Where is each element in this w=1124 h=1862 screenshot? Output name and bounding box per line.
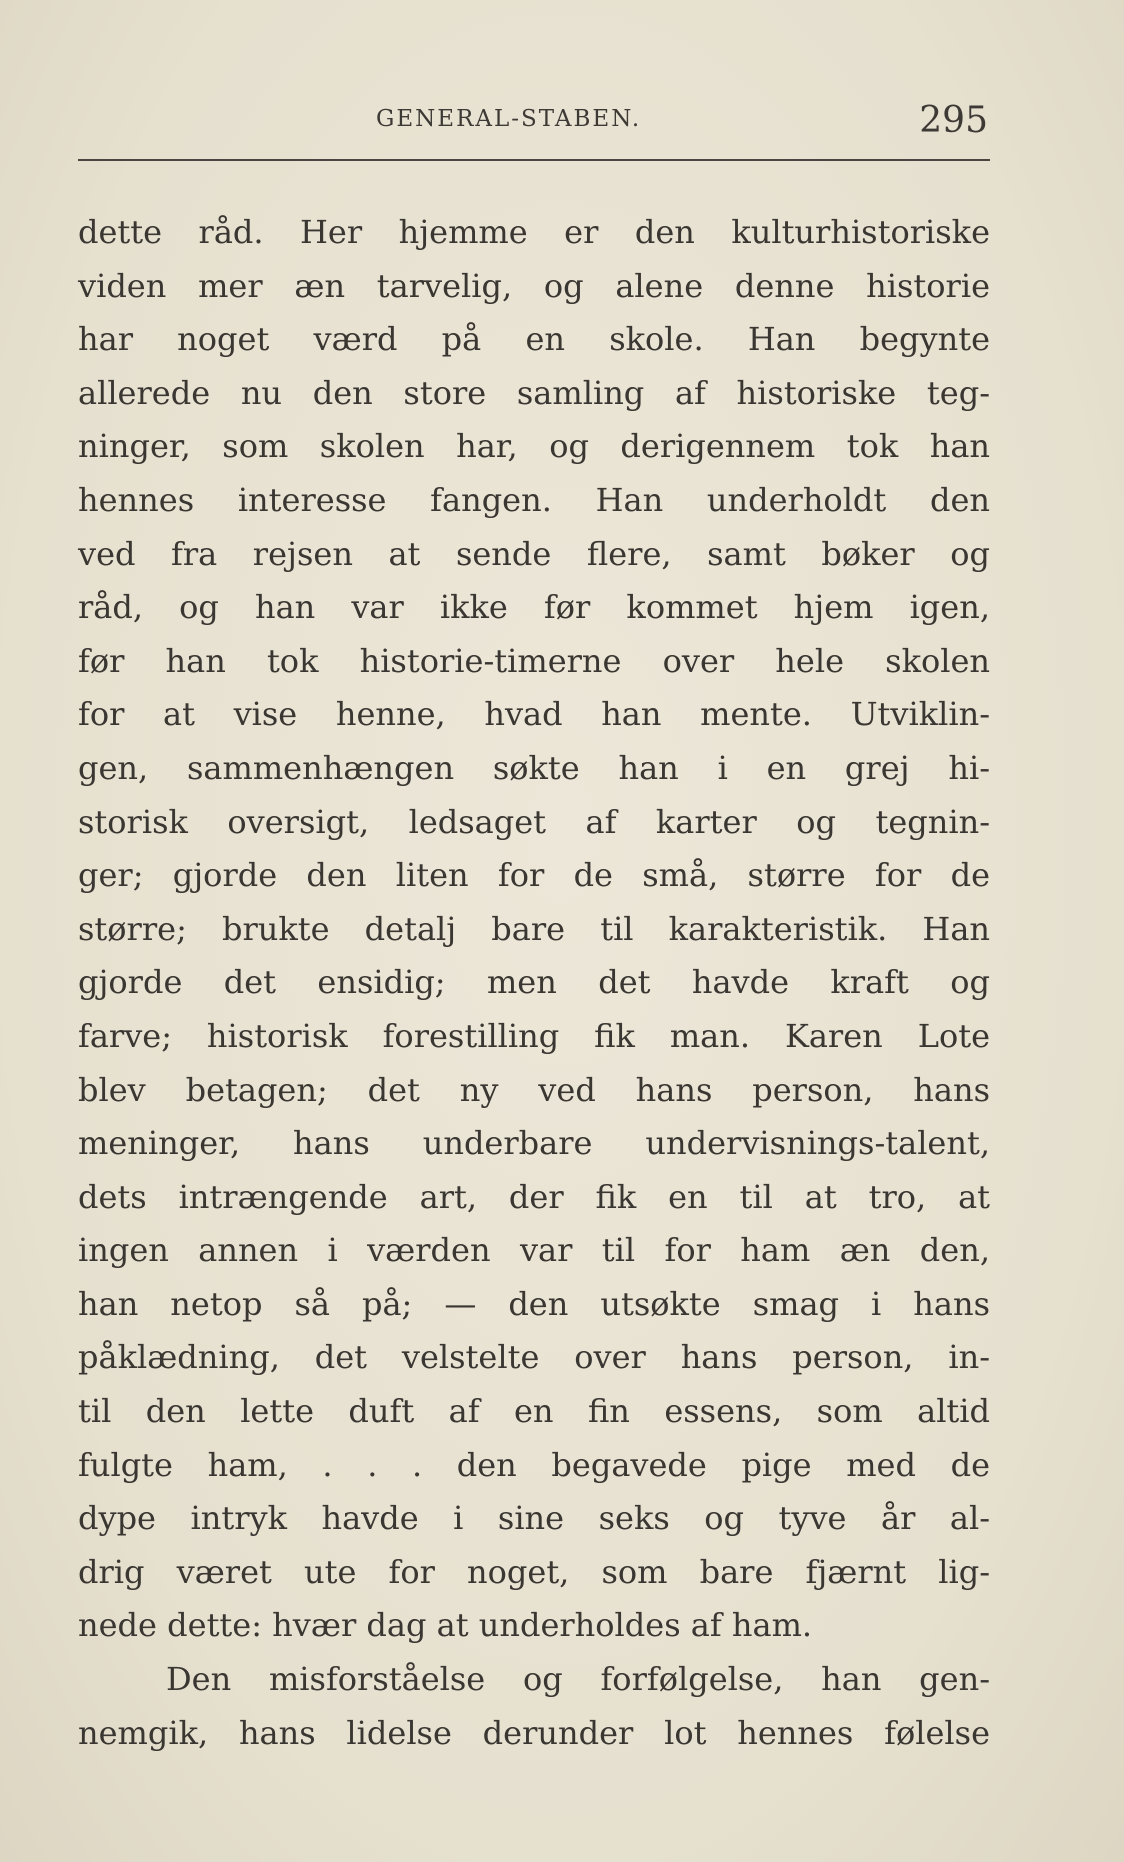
text-line: meninger, hans underbare undervisnings-talent, <box>78 1124 990 1163</box>
text-line: dette råd. Her hjemme er den kulturhistoriske <box>78 213 990 251</box>
text-line: nemgik, hans lidelse derunder lot hennes følelse <box>78 1713 990 1752</box>
text-line: storisk oversigt, ledsaget af karter og tegnin- <box>78 802 990 841</box>
text-line: til den lette duft af en fin essens, som altid <box>78 1392 990 1431</box>
text-line: dype intryk havde i sine seks og tyve år al- <box>78 1499 990 1538</box>
page-number: 295 <box>919 100 988 141</box>
text-line: dets intrængende art, der fik en til at tro, at <box>78 1177 990 1216</box>
text-line: før han tok historie-timerne over hele skolen <box>78 641 990 680</box>
header-rule <box>78 159 990 161</box>
text-line: nede dette: hvær dag at underholdes af ham. <box>78 1606 813 1645</box>
body-text <box>78 206 990 1760</box>
running-head <box>78 100 990 154</box>
text-line: drig været ute for noget, som bare fjærnt lig- <box>78 1552 990 1591</box>
text-line: allerede nu den store samling af historiske teg- <box>78 373 990 412</box>
text-line: påklædning, det velstelte over hans person, in- <box>78 1338 990 1377</box>
paragraph-first-line: Den misforståelse og forfølgelse, han gen- <box>166 1660 990 1699</box>
text-line: større; brukte detalj bare til karakteristik. Han <box>78 909 990 948</box>
text-line: hennes interesse fangen. Han underholdt den <box>78 480 990 519</box>
text-line: råd, og han var ikke før kommet hjem igen, <box>78 588 990 627</box>
text-line: ved fra rejsen at sende flere, samt bøker og <box>78 534 990 573</box>
text-line: for at vise henne, hvad han mente. Utviklin- <box>78 695 990 734</box>
text-line: gen, sammenhængen søkte han i en grej hi- <box>78 748 990 787</box>
text-line: blev betagen; det ny ved hans person, hans <box>78 1070 990 1109</box>
text-line: fulgte ham, . . . den begavede pige med de <box>78 1445 990 1484</box>
text-line: ingen annen i værden var til for ham æn den, <box>78 1231 990 1270</box>
running-title: GENERAL-STABEN. <box>376 106 642 132</box>
text-line: ger; gjorde den liten for de små, større for de <box>78 856 990 895</box>
text-line: gjorde det ensidig; men det havde kraft og <box>78 963 990 1002</box>
text-line: ninger, som skolen har, og derigennem tok han <box>78 427 990 466</box>
text-line: har noget værd på en skole. Han begynte <box>78 320 990 359</box>
text-line: farve; historisk forestilling fik man. Karen Lote <box>78 1016 990 1055</box>
text-line: han netop så på; — den utsøkte smag i hans <box>78 1284 990 1323</box>
text-line: viden mer æn tarvelig, og alene denne historie <box>78 266 990 305</box>
